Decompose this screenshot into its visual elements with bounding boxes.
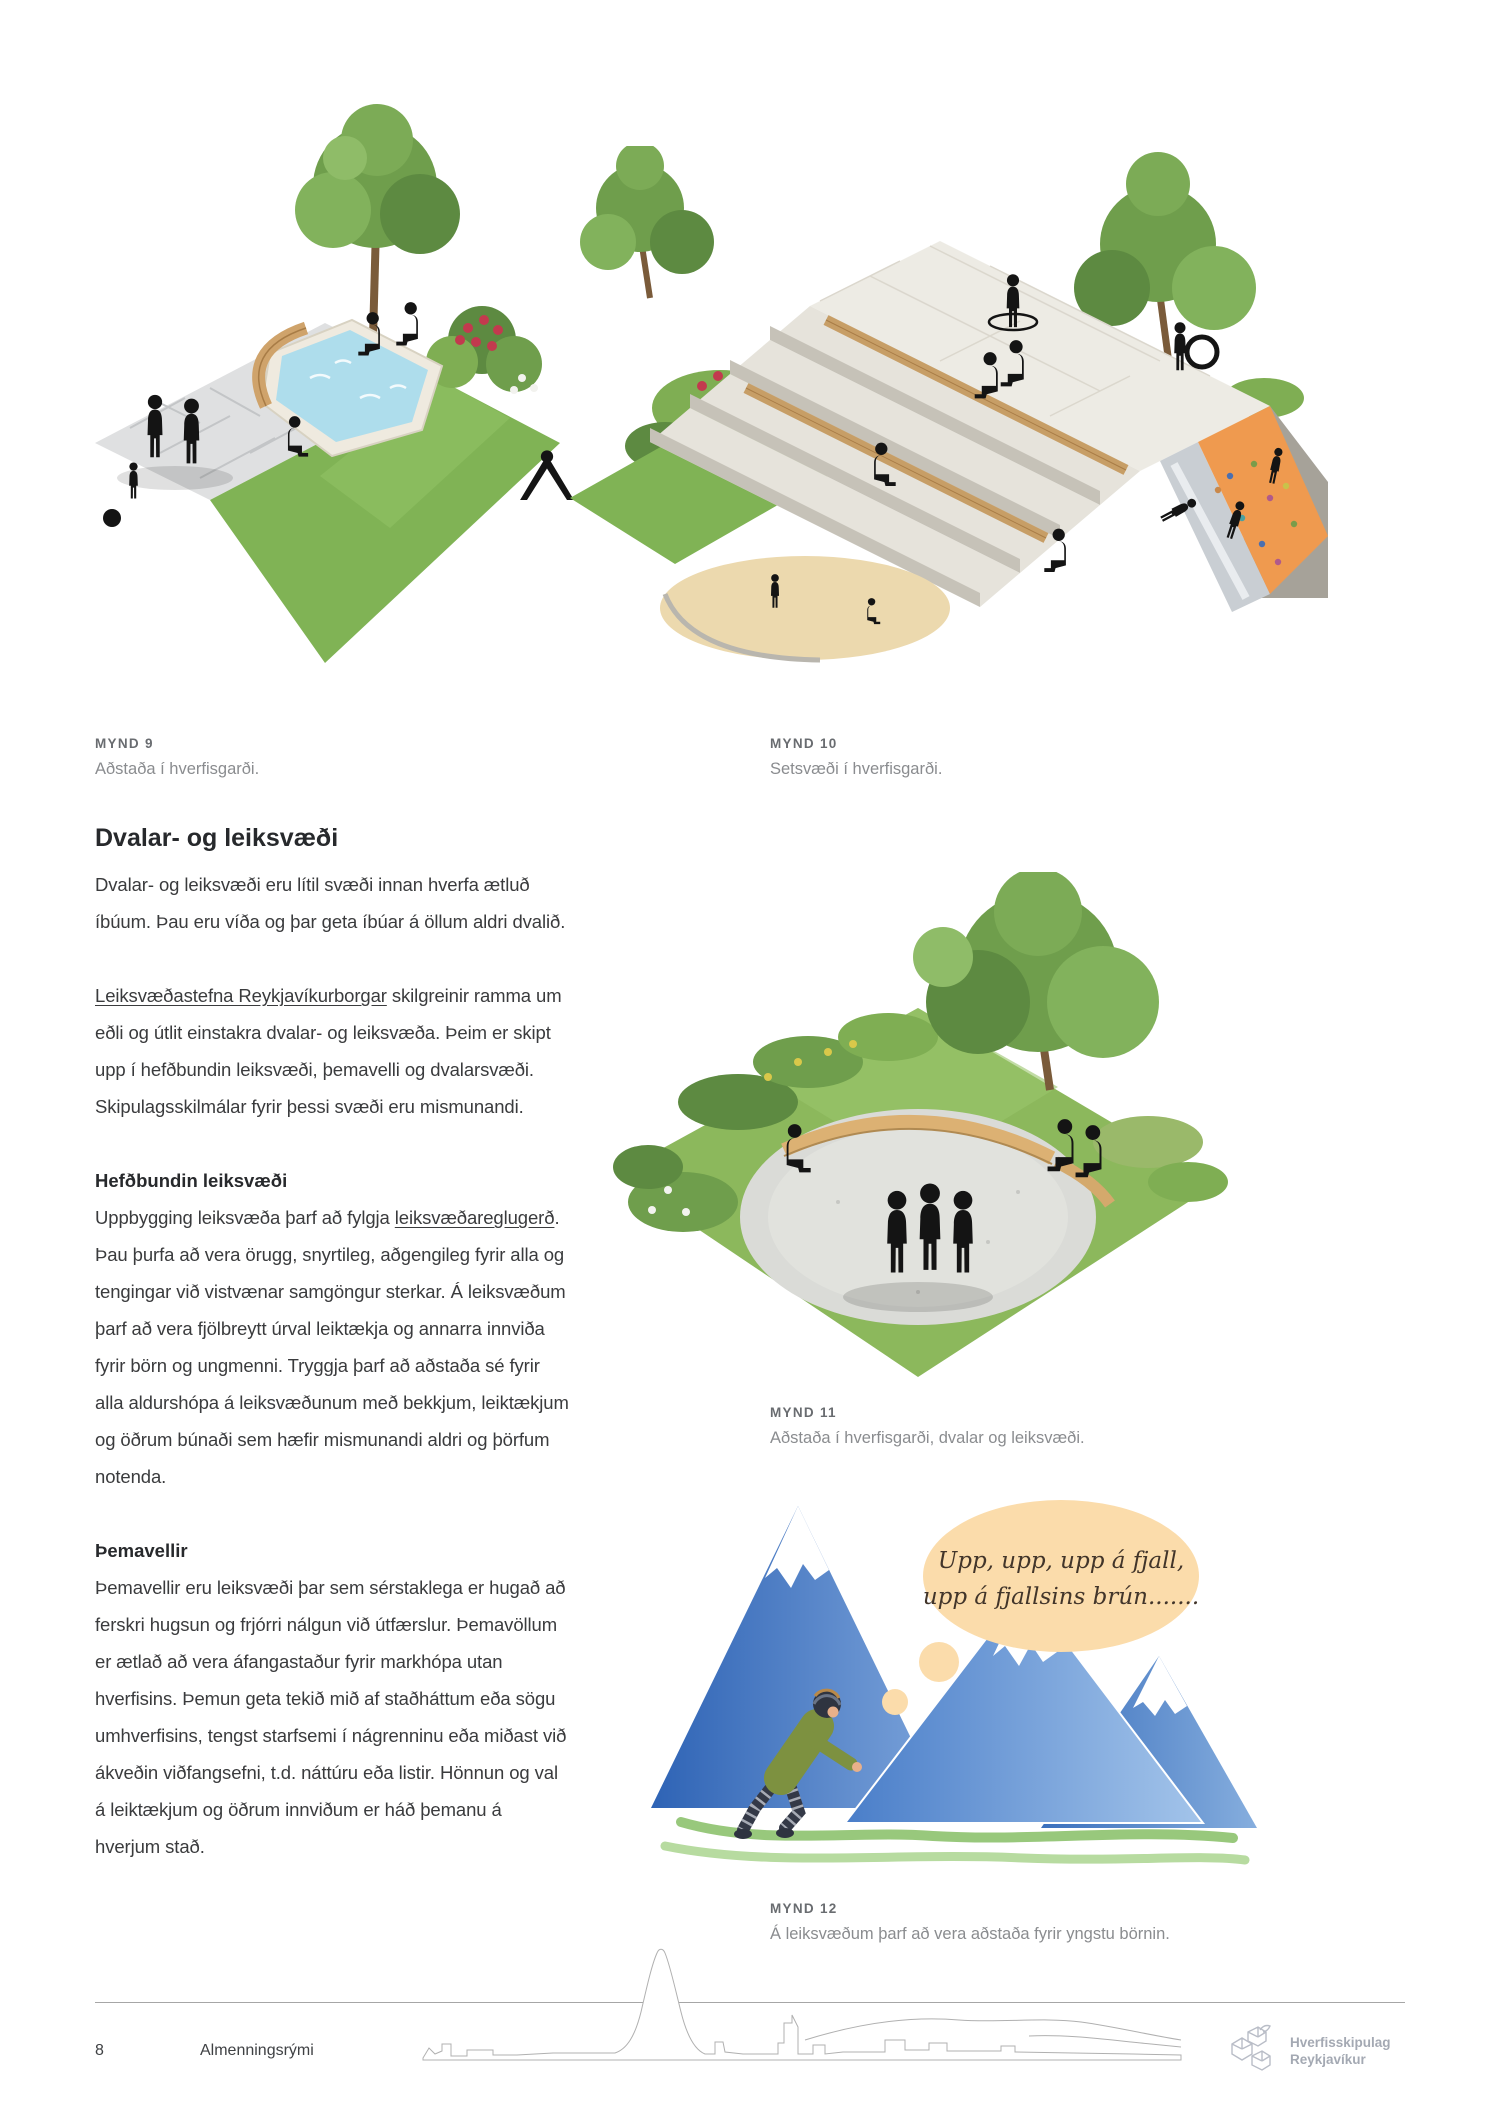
mynd9-illustration <box>90 98 590 728</box>
mynd11-caption <box>770 1400 1085 1450</box>
figure-caption-text: Aðstaða í hverfisgarði. <box>95 760 260 778</box>
sand-pit <box>660 556 950 660</box>
hverfisskipulag-logo <box>1222 2022 1391 2078</box>
logo-line-2: Reykjavíkur <box>1290 2052 1366 2067</box>
page-number: 8 <box>95 2042 104 2059</box>
theme-paragraph: Þemavellir eru leiksvæði þar sem sérstaklega er hugað að ferskri hugsun og frjórri nálgun við útfærslur. Þemavöllum er ætlað að vera áfangastaður fyrir markhópa utan hverfisins. Þemun geta tekið mið af staðháttum eða sögu umhverfisins, tengst starfsemi í nágrenninu eða miðast við ákveðin viðfangsefni, t.d. náttúru eða listir. Hönnun og val á leiktækjum og öðrum innviðum er háð þemanu á hverjum stað. <box>95 1577 567 1857</box>
logo-text <box>1290 2034 1391 2068</box>
footer-section-label: Almenningsrými <box>200 2042 314 2059</box>
intro-paragraph: Dvalar- og leiksvæði eru lítil svæði innan hverfa ætluð íbúum. Þau eru víða og þar geta íbúar á öllum aldri dvalið. <box>95 874 566 932</box>
traditional-paragraph-post: . Þau þurfa að vera örugg, snyrtileg, aðgengileg fyrir alla og tengingar við vistvænar samgöngur sterkar. Á leiksvæðum þarf að vera fjölbreytt úrval leiktækja og annarra innviða fyrir börn og ungmenni. Tryggja þarf að aðstaða sé fyrir alla aldurshópa á leiksvæðunum með bekkjum, leiktækjum og öðrum búnaði sem hæfir mismunandi aldri og þörfum notenda. <box>95 1207 569 1487</box>
logo-line-1: Hverfisskipulag <box>1290 2035 1391 2050</box>
figure-label: MYND 12 <box>770 1901 838 1916</box>
traditional-paragraph <box>95 1199 569 1495</box>
figure-label: MYND 11 <box>770 1405 837 1420</box>
policy-paragraph <box>95 977 569 1125</box>
reykjavik-skyline-drawing <box>393 1926 1183 2081</box>
bubble-line-2: upp á fjallsins brún....... <box>922 1584 1200 1610</box>
bubble-line-1: Upp, upp, upp á fjall, <box>937 1548 1185 1574</box>
tree-icon <box>580 146 714 298</box>
policy-paragraph-rest: skilgreinir ramma um eðli og útlit einstakra dvalar- og leiksvæða. Þeim er skipt upp í hefðbundin leiksvæði, þemavelli og dvalarsvæði. Skipulagsskilmálar fyrir þessi svæði eru mismunandi. <box>95 985 562 1117</box>
regulation-link[interactable]: leiksvæðareglugerð <box>394 1207 555 1228</box>
figure-caption-text: Setsvæði í hverfisgarði. <box>770 760 943 778</box>
traditional-paragraph-pre: Uppbygging leiksvæða þarf að fylgja <box>95 1207 395 1228</box>
policy-link[interactable]: Leiksvæðastefna Reykjavíkurborgar <box>95 985 387 1006</box>
mynd12-illustration <box>593 1476 1258 1871</box>
figure-caption-text: Aðstaða í hverfisgarði, dvalar og leiksvæði. <box>770 1429 1085 1447</box>
section-heading-theme: Þemavellir <box>95 1540 188 1561</box>
mynd10-illustration <box>570 146 1340 726</box>
tree-icon <box>295 104 460 338</box>
mynd11-illustration <box>588 872 1238 1392</box>
article-column <box>95 824 569 1902</box>
figure-label: MYND 10 <box>770 736 838 751</box>
page-title: Dvalar- og leiksvæði <box>95 824 339 852</box>
logo-icon <box>1222 2022 1280 2078</box>
section-heading-traditional: Hefðbundin leiksvæði <box>95 1170 288 1191</box>
mynd9-caption <box>95 731 259 781</box>
figure-caption-text: Á leiksvæðum þarf að vera aðstaða fyrir yngstu börnin. <box>770 1925 1170 1943</box>
mynd10-caption <box>770 731 942 781</box>
figure-label: MYND 9 <box>95 736 154 751</box>
flower-bush-icon <box>426 306 542 394</box>
